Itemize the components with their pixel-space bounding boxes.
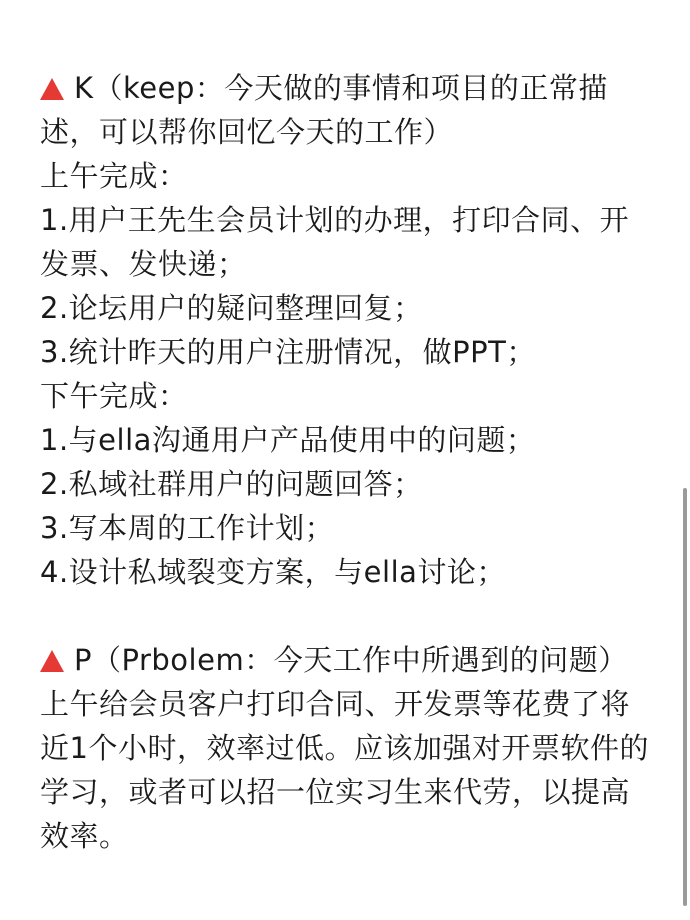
morning-item: 1.用户王先生会员计划的办理，打印合同、开发票、发快递； [40, 203, 630, 281]
problem-heading-text: P（Prbolem：今天工作中所遇到的问题） [74, 643, 628, 677]
afternoon-item: 3.写本周的工作计划； [40, 511, 335, 545]
red-triangle-icon [40, 650, 64, 672]
afternoon-title: 下午完成： [40, 379, 188, 413]
keep-heading [40, 66, 652, 154]
afternoon-item: 1.与ella沟通用户产品使用中的问题； [40, 423, 536, 457]
morning-item: 2.论坛用户的疑问整理回复； [40, 291, 423, 325]
problem-body: 上午给会员客户打印合同、开发票等花费了将近1个小时，效率过低。应该加强对开票软件的学习，或者可以招一位实习生来代劳，以提高效率。 [40, 687, 649, 853]
keep-heading-text: K（keep：今天做的事情和项目的正常描述，可以帮你回忆今天的工作） [40, 71, 608, 149]
scrollbar[interactable] [683, 488, 687, 906]
red-triangle-icon [40, 78, 64, 100]
morning-item: 3.统计昨天的用户注册情况，做PPT； [40, 335, 536, 369]
section-spacer [40, 594, 652, 638]
afternoon-item: 4.设计私域裂变方案，与ella讨论； [40, 555, 506, 589]
morning-title: 上午完成： [40, 159, 188, 193]
problem-heading [40, 638, 652, 682]
daily-review-document [40, 66, 652, 858]
afternoon-item: 2.私域社群用户的问题回答； [40, 467, 423, 501]
